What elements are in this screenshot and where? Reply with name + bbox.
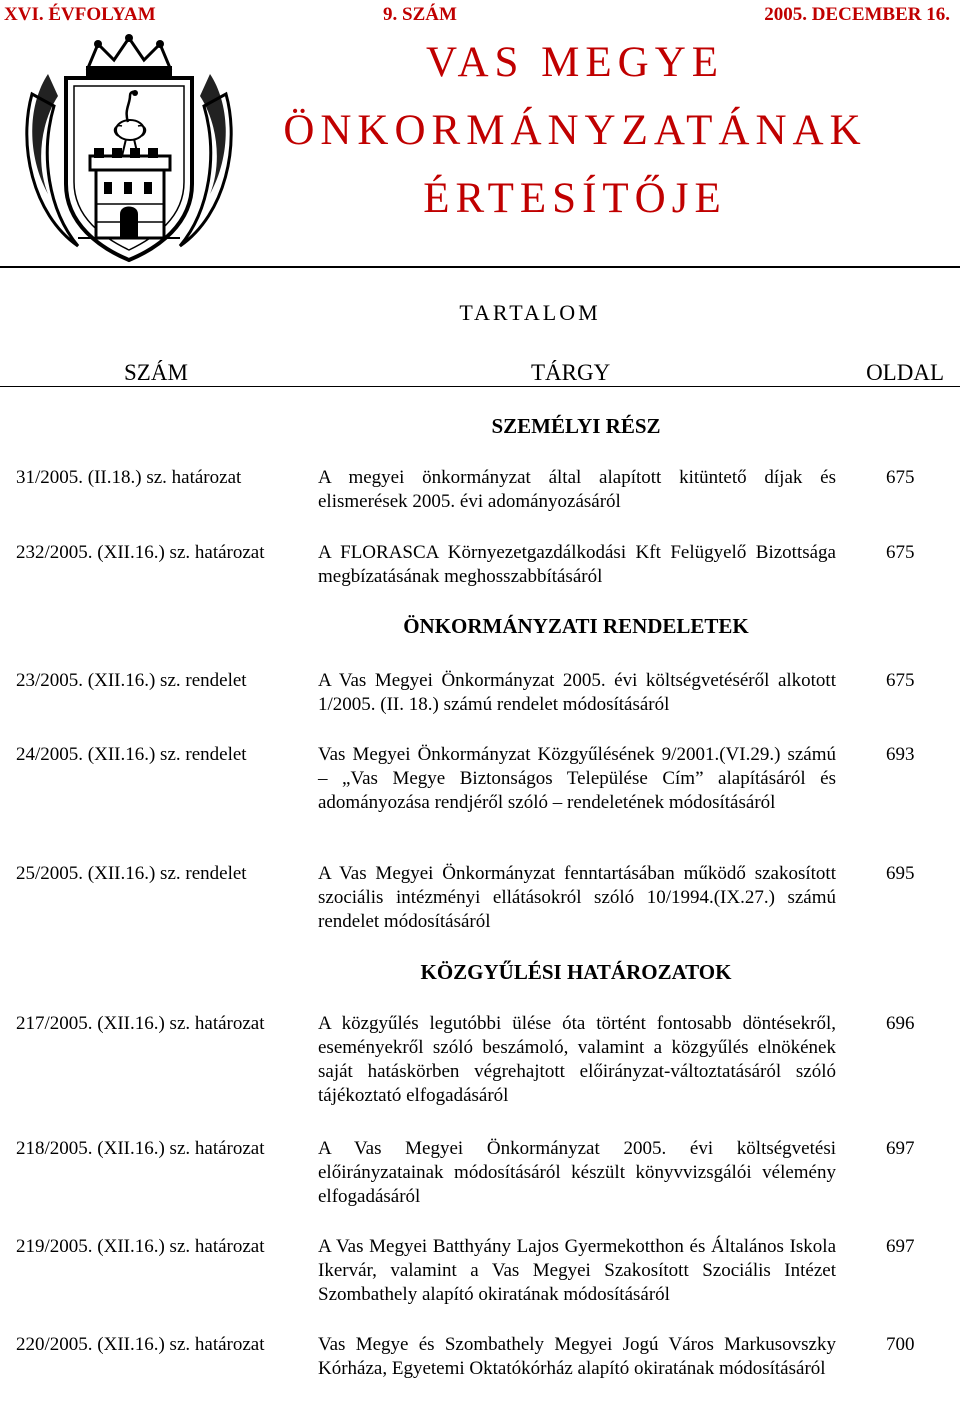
entry-page: 697 — [886, 1236, 915, 1257]
entry-subject: A megyei önkormányzat által alapított kitüntető díjak és elismerések 2005. évi adományozásáról — [318, 467, 836, 512]
entry-number: 220/2005. (XII.16.) sz. határozat — [16, 1334, 265, 1355]
title-line-1: VAS MEGYE — [425, 39, 725, 86]
entry-subject: A Vas Megyei Önkormányzat 2005. évi költségvetési előirányzatainak módosításáról készült könyvvizsgálói vélemény elfogadásáról — [318, 1138, 836, 1207]
entry-subject: A Vas Megyei Önkormányzat fenntartásában működő szakosított szociális intézményi ellátásokról szóló 10/1994.(IX.27.) számú rendelet módosításáról — [318, 863, 836, 932]
section-heading-resolutions: KÖZGYŰLÉSI HATÁROZATOK — [420, 960, 732, 984]
title-line-2: ÖNKORMÁNYZATÁNAK — [283, 107, 867, 154]
entry-number: 218/2005. (XII.16.) sz. határozat — [16, 1138, 265, 1159]
title-line-3: ÉRTESÍTŐJE — [423, 175, 727, 222]
entry-page: 693 — [886, 744, 915, 765]
column-header-number: SZÁM — [124, 360, 188, 385]
entry-number: 24/2005. (XII.16.) sz. rendelet — [16, 744, 247, 765]
entry-page: 700 — [886, 1334, 915, 1355]
section-heading-decrees: ÖNKORMÁNYZATI RENDELETEK — [403, 614, 749, 638]
entry-subject: A közgyűlés legutóbbi ülése óta történt fontosabb döntésekről, eseményekről szóló beszámoló, valamint a közgyűlés elnökének saját hatáskörben végrehajtott előirányzat-változtatásáról szóló tájékoztató elfogadásáról — [318, 1013, 836, 1106]
entry-subject: Vas Megye és Szombathely Megyei Jogú Város Markusovszky Kórháza, Egyetemi Oktatókórház alapító okiratának módosításáról — [318, 1334, 836, 1379]
column-header-subject: TÁRGY — [531, 360, 611, 385]
masthead — [0, 0, 960, 30]
header-divider — [0, 266, 960, 268]
entry-number: 219/2005. (XII.16.) sz. határozat — [16, 1236, 265, 1257]
entry-page: 695 — [886, 863, 915, 884]
section-heading-personal: SZEMÉLYI RÉSZ — [491, 414, 661, 438]
column-header-page: OLDAL — [866, 360, 944, 385]
entry-subject: A Vas Megyei Önkormányzat 2005. évi költségvetéséről alkotott 1/2005. (II. 18.) számú rendelet módosításáról — [318, 670, 836, 715]
entry-subject: A Vas Megyei Batthyány Lajos Gyermekotthon és Általános Iskola Ikervár, valamint a Vas Megyei Szakosított Szociális Intézet Szombathely alapító okiratának módosításáról — [318, 1236, 836, 1305]
volume-label: XVI. ÉVFOLYAM — [4, 4, 156, 25]
contents-heading: TARTALOM — [459, 300, 601, 325]
entry-subject: Vas Megyei Önkormányzat Közgyűlésének 9/2001.(VI.29.) számú – „Vas Megye Biztonságos Települése Cím” alapításáról és adományozása rendjéről szóló – rendeletének módosításáról — [318, 744, 836, 813]
entry-number: 25/2005. (XII.16.) sz. rendelet — [16, 863, 247, 884]
entry-number: 31/2005. (II.18.) sz. határozat — [16, 467, 242, 488]
county-coat-of-arms-icon — [18, 34, 240, 268]
entry-page: 675 — [886, 670, 915, 691]
entry-page: 696 — [886, 1013, 915, 1034]
entry-page: 675 — [886, 467, 915, 488]
entry-page: 697 — [886, 1138, 915, 1159]
entry-subject: A FLORASCA Környezetgazdálkodási Kft Felügyelő Bizottsága megbízatásának meghosszabbításáról — [318, 542, 836, 587]
entry-number: 217/2005. (XII.16.) sz. határozat — [16, 1013, 265, 1034]
date-label: 2005. DECEMBER 16. — [764, 4, 950, 25]
entry-number: 232/2005. (XII.16.) sz. határozat — [16, 542, 265, 563]
entry-page: 675 — [886, 542, 915, 563]
issue-label: 9. SZÁM — [383, 4, 457, 25]
column-header-divider — [0, 386, 960, 387]
entry-number: 23/2005. (XII.16.) sz. rendelet — [16, 670, 247, 691]
